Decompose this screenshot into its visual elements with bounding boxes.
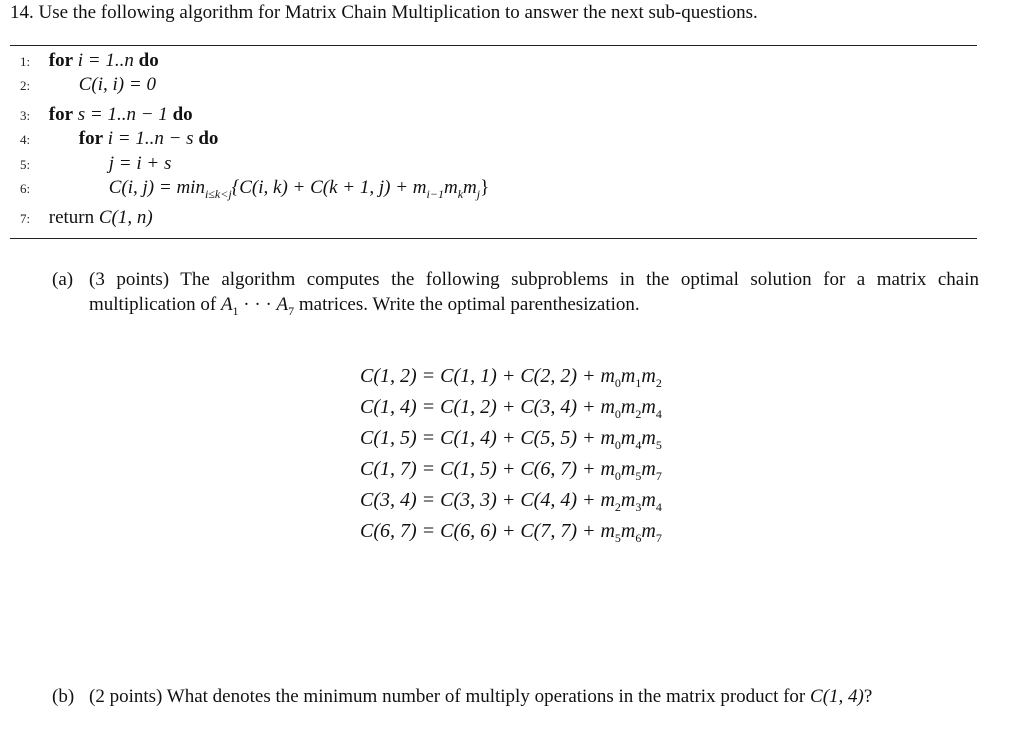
keyword-for: for — [48, 104, 74, 125]
algorithm-top-rule — [10, 45, 977, 46]
equation-lhs: C(1, 5) = C(1, 4) + C(5, 5) + — [360, 427, 596, 449]
close-brace: } — [480, 177, 490, 198]
part-a-question — [89, 267, 979, 317]
subscript: 0 — [614, 469, 621, 483]
algorithm-line-2 — [20, 74, 156, 98]
part-b-text: What denotes the minimum number of multiply operations in the matrix product for — [166, 686, 806, 707]
subscript: 2 — [614, 500, 621, 514]
line-number: 3: — [20, 108, 31, 123]
part-b — [52, 684, 982, 734]
part-a-label: (a) — [52, 269, 74, 290]
recurrence-rhs: {C(i, k) + C(k + 1, j) + m — [231, 177, 427, 198]
line-number: 6: — [20, 181, 31, 196]
var-m: m — [443, 177, 458, 198]
var-m: m — [463, 177, 477, 198]
equation: C(1, 7) = C(1, 5) + C(6, $7) + m_0m_5m_7$ — [360, 458, 662, 483]
keyword-do: do — [172, 104, 193, 125]
question-text: Use the following algorithm for Matrix Chain Multiplication to answer the next sub-questions. — [38, 2, 758, 23]
question-mark: ? — [863, 686, 873, 707]
algorithm-line-3 — [20, 104, 193, 128]
return-value: C(1, n) — [98, 207, 153, 228]
line-number: 1: — [20, 54, 31, 69]
part-a-text-end: matrices. Write the optimal parenthesization. — [298, 294, 640, 315]
subscript: 5 — [614, 531, 621, 545]
keyword-do: do — [198, 128, 219, 149]
subscript: 5 — [635, 469, 642, 483]
loop-range: i = 1..n — [77, 50, 134, 71]
equation: C(1, 4) = C(1, 2) + C(3, $4) + m_0m_2m_4$ — [360, 396, 662, 421]
line-number: 5: — [20, 157, 31, 172]
part-a-text: The algorithm computes the following subproblems in the optimal solution for a matrix chain multiplication of — [89, 269, 979, 315]
subscript: 1 — [635, 376, 642, 390]
keyword-for: for — [78, 128, 104, 149]
part-b-question — [89, 684, 979, 709]
equation-lhs: C(1, 7) = C(1, 5) + C(6, 7) + — [360, 458, 596, 480]
min-subscript: i≤k<j — [204, 186, 232, 201]
subscript: 0 — [614, 376, 621, 390]
loop-range: i = 1..n − s — [107, 128, 194, 149]
equation: C(6, 7) = C(6, 6) + C(7, $7) + m_5m_6m_7$ — [360, 520, 662, 545]
matrix-first-index: 1 — [232, 303, 239, 318]
subscript: 4 — [655, 500, 662, 514]
algorithm-line-4 — [20, 128, 218, 152]
question-heading — [10, 2, 758, 24]
equation-lhs: C(6, 7) = C(6, 6) + C(7, 7) + — [360, 520, 596, 542]
question-number: 14. — [10, 2, 34, 23]
subscript: k — [457, 186, 464, 201]
algorithm-line-1 — [20, 50, 159, 74]
assign-statement: j = i + s — [108, 153, 172, 174]
subproblem-equations — [360, 361, 662, 547]
equation: C(3, 4) = C(3, 3) + C(4, $4) + m_2m_3m_4$ — [360, 489, 662, 514]
equation: C(1, 2) = C(1, 1) + C(2, $2) + m_0m_1m_2$ — [360, 365, 662, 390]
line-number: 4: — [20, 132, 31, 147]
line-number: 7: — [20, 211, 31, 226]
part-b-points: (2 points) — [89, 686, 163, 707]
equation: C(1, 5) = C(1, 4) + C(5, $5) + m_0m_4m_5$ — [360, 427, 662, 452]
algorithm-bottom-rule — [10, 238, 977, 239]
equation-lhs: C(3, 4) = C(3, 3) + C(4, 4) + — [360, 489, 596, 511]
subscript: 0 — [614, 407, 621, 421]
keyword-for: for — [48, 50, 74, 71]
equation-lhs: C(1, 2) = C(1, 1) + C(2, 2) + — [360, 365, 596, 387]
subscript: 2 — [655, 376, 662, 390]
keyword-do: do — [138, 50, 159, 71]
subscript: 4 — [655, 407, 662, 421]
matrix-last-index: 7 — [288, 303, 295, 318]
subscript: 7 — [655, 531, 662, 545]
subscript: 6 — [635, 531, 642, 545]
equation-lhs: C(1, 4) = C(1, 2) + C(3, 4) + — [360, 396, 596, 418]
matrix-first: A — [220, 294, 233, 315]
algorithm-line-5 — [20, 153, 171, 177]
init-statement: C(i, i) = 0 — [78, 74, 156, 95]
algorithm-line-7 — [20, 207, 153, 231]
matrix-last: A — [276, 294, 289, 315]
subscript: 3 — [635, 500, 642, 514]
recurrence-formula — [108, 177, 490, 201]
algorithm-line-6 — [20, 177, 489, 201]
line-number: 2: — [20, 78, 31, 93]
subscript: 7 — [655, 469, 662, 483]
subscript: i−1 — [426, 186, 444, 201]
recurrence-lhs: C(i, j) = min — [108, 177, 205, 198]
part-b-label: (b) — [52, 686, 75, 707]
subscript: 4 — [635, 438, 642, 452]
ellipsis: · · · — [243, 294, 272, 315]
subscript: 2 — [635, 407, 642, 421]
subscript: j — [476, 186, 481, 201]
loop-range: s = 1..n − 1 — [77, 104, 168, 125]
keyword-return: return — [48, 207, 95, 228]
subscript: 0 — [614, 438, 621, 452]
part-b-expr: C(1, 4) — [810, 686, 864, 707]
subscript: 5 — [655, 438, 662, 452]
part-a — [52, 267, 982, 317]
part-a-points: (3 points) — [89, 269, 170, 290]
